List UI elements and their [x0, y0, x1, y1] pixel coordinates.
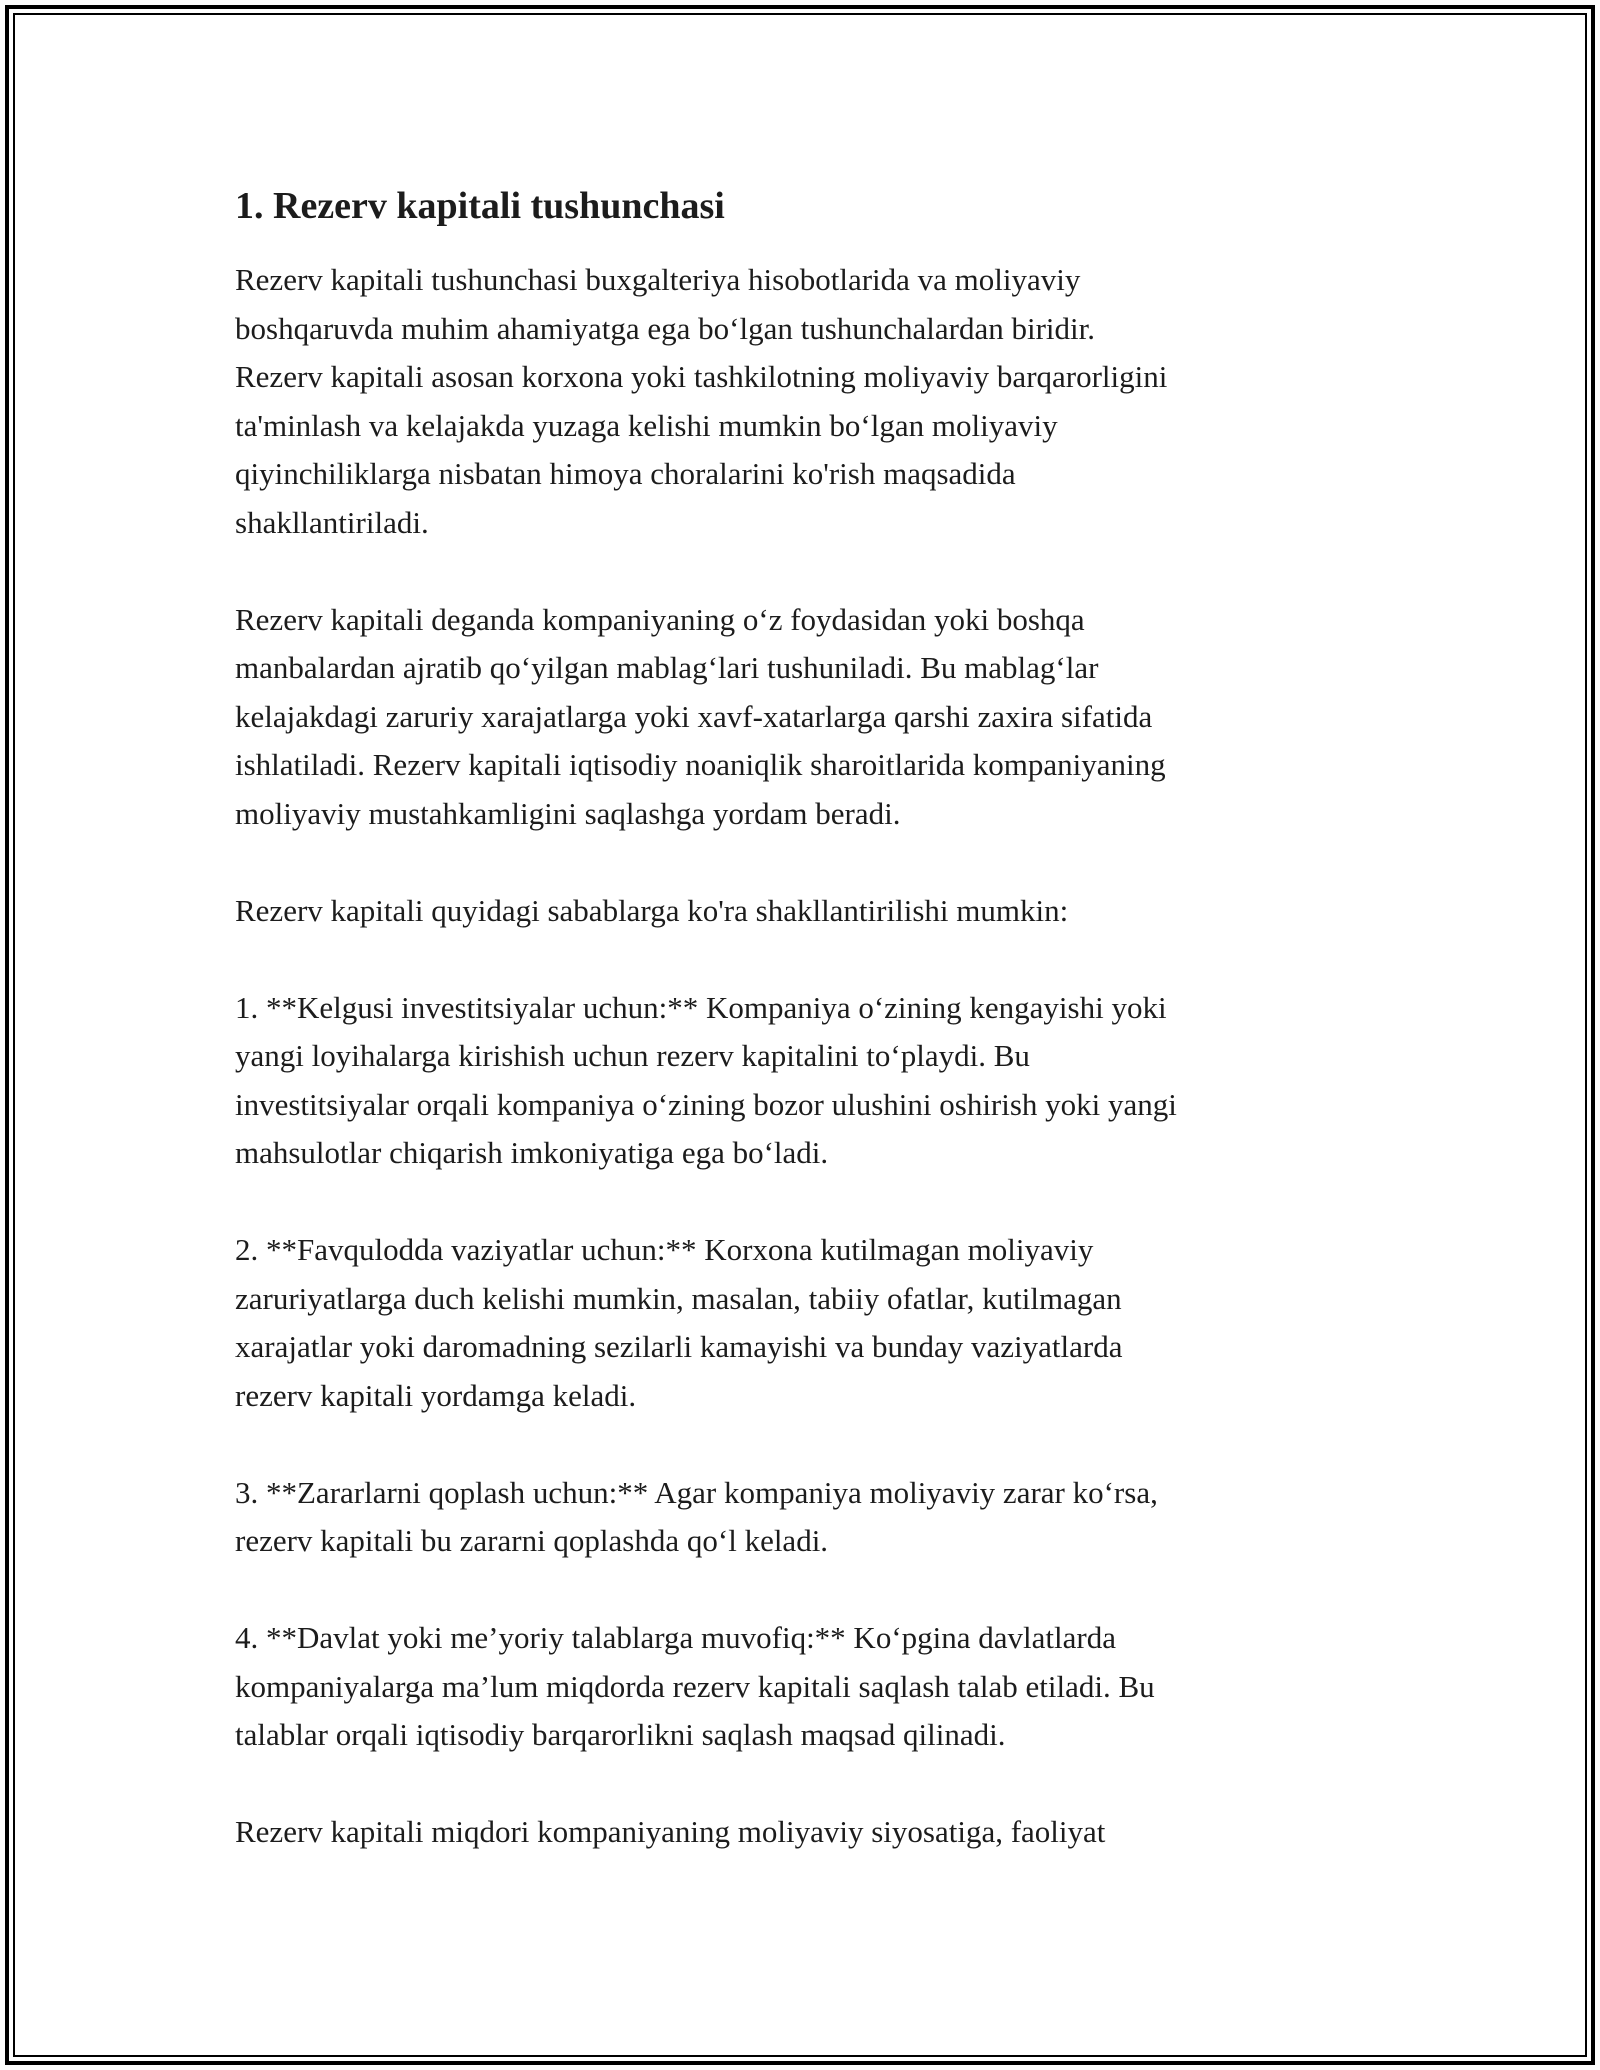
text-line: Rezerv kapitali tushunchasi buxgalteriya hisobotlarida va moliyaviy: [235, 262, 1081, 297]
paragraph-reasons-intro: [235, 887, 1375, 936]
paragraph-definition: [235, 596, 1375, 839]
list-item-3: [235, 1469, 1375, 1566]
text-line: 2. **Favqulodda vaziyatlar uchun:** Korxona kutilmagan moliyaviy: [235, 1232, 1094, 1267]
text-line: yangi loyihalarga kirishish uchun rezerv kapitalini to‘playdi. Bu: [235, 1038, 1030, 1073]
text-line: 1. **Kelgusi investitsiyalar uchun:** Kompaniya o‘zining kengayishi yoki: [235, 989, 1167, 1025]
list-item-1: [235, 984, 1375, 1178]
text-line: kompaniyalarga ma’lum miqdorda rezerv kapitali saqlash talab etiladi. Bu: [235, 1668, 1155, 1704]
text-line: Rezerv kapitali deganda kompaniyaning o‘z foydasidan yoki boshqa: [235, 601, 1085, 637]
list-item-2: [235, 1226, 1375, 1420]
paragraph-intro: [235, 256, 1375, 547]
list-item-4: [235, 1614, 1375, 1760]
text-line: Rezerv kapitali quyidagi sabablarga ko'ra shakllantirilishi mumkin:: [235, 892, 1069, 928]
text-line: shakllantiriladi.: [235, 504, 429, 540]
text-line: kelajakdagi zaruriy xarajatlarga yoki xavf-xatarlarga qarshi zaxira sifatida: [235, 698, 1153, 734]
text-line: Rezerv kapitali miqdori kompaniyaning moliyaviy siyosatiga, faoliyat: [235, 1814, 1106, 1849]
text-line: 4. **Davlat yoki me’yoriy talablarga muvofiq:** Ko‘pgina davlatlarda: [235, 1620, 1116, 1655]
text-line: investitsiyalar orqali kompaniya o‘zining bozor ulushini oshirish yoki yangi: [235, 1086, 1177, 1122]
section-heading: 1. Rezerv kapitali tushunchasi: [235, 185, 725, 227]
text-line: moliyaviy mustahkamligini saqlashga yordam beradi.: [235, 795, 901, 831]
text-line: ta'minlash va kelajakda yuzaga kelishi mumkin bo‘lgan moliyaviy: [235, 407, 1058, 443]
text-line: 3. **Zararlarni qoplash uchun:** Agar kompaniya moliyaviy zarar ko‘rsa,: [235, 1474, 1158, 1510]
paragraph-closing: [235, 1808, 1375, 1857]
text-line: ishlatiladi. Rezerv kapitali iqtisodiy noaniqlik sharoitlarida kompaniyaning: [235, 747, 1166, 782]
text-line: mahsulotlar chiqarish imkoniyatiga ega bo‘ladi.: [235, 1135, 829, 1170]
document-body: [235, 182, 1375, 1905]
text-line: rezerv kapitali yordamga keladi.: [235, 1377, 637, 1413]
text-line: manbalardan ajratib qo‘yilgan mablag‘lari tushuniladi. Bu mablag‘lar: [235, 650, 1099, 685]
text-line: qiyinchiliklarga nisbatan himoya choralarini ko'rish maqsadida: [235, 456, 1016, 491]
text-line: Rezerv kapitali asosan korxona yoki tashkilotning moliyaviy barqarorligini: [235, 359, 1168, 394]
text-line: rezerv kapitali bu zararni qoplashda qo‘l keladi.: [235, 1523, 829, 1558]
text-line: talablar orqali iqtisodiy barqarorlikni saqlash maqsad qilinadi.: [235, 1717, 1006, 1752]
text-line: boshqaruvda muhim ahamiyatga ega bo‘lgan tushunchalardan biridir.: [235, 310, 1096, 346]
text-line: xarajatlar yoki daromadning sezilarli kamayishi va bunday vaziyatlarda: [235, 1329, 1123, 1364]
text-line: zaruriyatlarga duch kelishi mumkin, masalan, tabiiy ofatlar, kutilmagan: [235, 1280, 1122, 1316]
